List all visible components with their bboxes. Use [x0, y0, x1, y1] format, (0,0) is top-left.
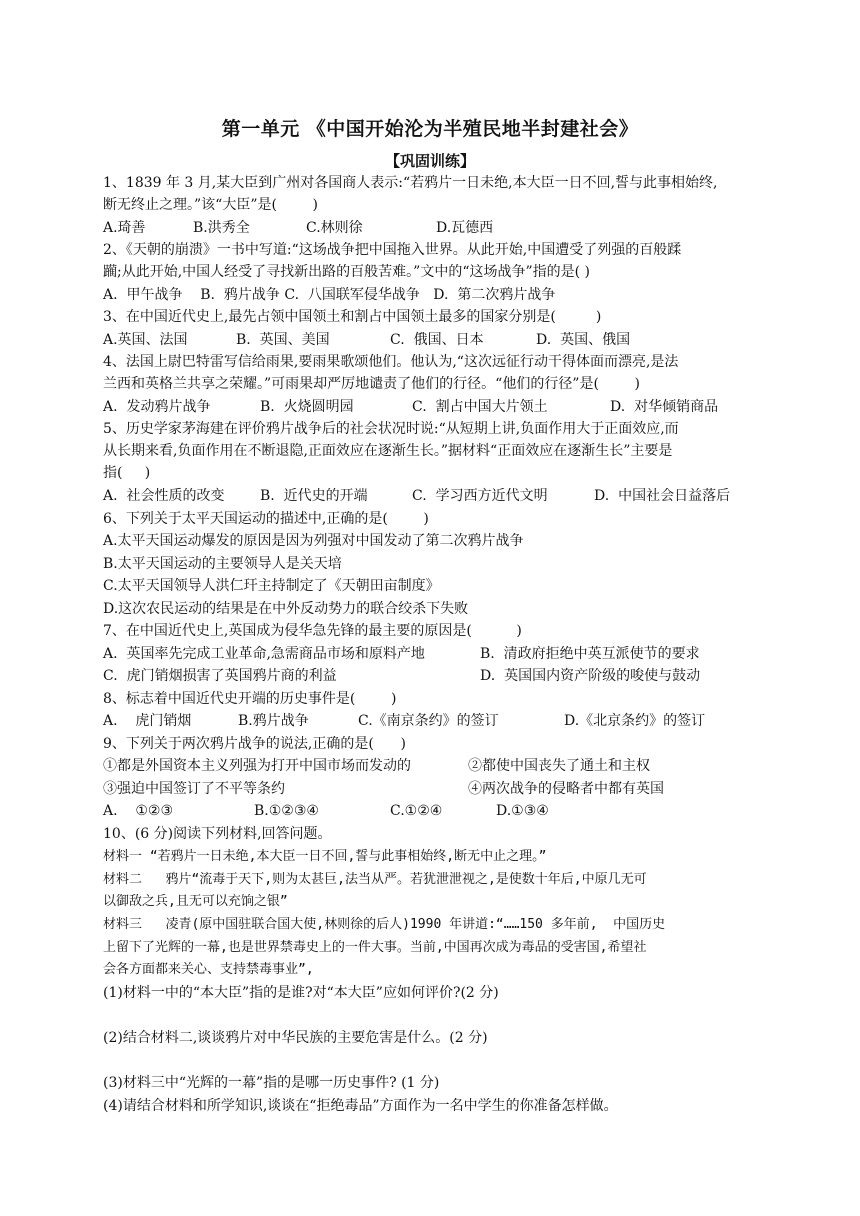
- material-3-cont: 上留下了光辉的一幕,也是世界禁毒史上的一件大事。当前,中国再次成为毒品的受害国,希望社: [103, 940, 647, 955]
- question-4-stem: 4、法国上尉巴特雷写信给雨果,要雨果歌颂他们。他认为,“这次远征行动干得体面而漂亮,是法: [103, 354, 679, 370]
- question-9-statement-2: ②都使中国丧失了通土和主权: [468, 758, 650, 774]
- question-3-option-d: D. 英国、俄国: [536, 332, 631, 348]
- question-5-option-d: D. 中国社会日益落后: [594, 488, 731, 504]
- question-5-stem: 5、历史学家茅海建在评价鸦片战争后的社会状况时说:“从短期上讲,负面作用大于正面效应,而: [103, 421, 679, 437]
- question-3-option-a: A.英国、法国: [103, 332, 188, 348]
- question-4-option-d: D. 对华倾销商品: [610, 399, 719, 415]
- question-4-stem-cont: 兰西和英格兰共享之荣耀。”可雨果却严厉地谴责了他们的行径。“他们的行径”是( ): [103, 376, 640, 392]
- material-2-cont: 以御敌之兵,且无可以充饷之银”: [103, 894, 288, 909]
- question-4-option-b: B. 火烧圆明园: [260, 399, 354, 415]
- question-1-stem: 1、1839 年 3 月,某大臣到广州对各国商人表示:“若鸦片一日未绝,本大臣一日不回,誓与此事相始终,: [103, 175, 718, 191]
- question-8-option-c: C.《南京条约》的签订: [358, 713, 499, 729]
- question-2-stem: 2、《天朝的崩溃》一书中写道:“这场战争把中国拖入世界。从此开始,中国遭受了列强的百般蹂: [103, 242, 682, 258]
- question-4-option-a: A. 发动鸦片战争: [103, 399, 211, 415]
- question-8-stem: 8、标志着中国近代史开端的历史事件是( ): [103, 691, 397, 707]
- question-4-option-c: C. 割占中国大片领土: [412, 399, 548, 415]
- question-5-stem-cont-2: 指( ): [103, 465, 151, 481]
- question-10-sub-4: (4)请结合材料和所学知识,谈谈在“拒绝毒品”方面作为一名中学生的你准备怎样做。: [103, 1098, 618, 1114]
- question-10-sub-2: (2)结合材料二,谈谈鸦片对中华民族的主要危害是什么。(2 分): [103, 1030, 488, 1046]
- question-9-statement-3: ③强迫中国签订了不平等条约: [103, 781, 285, 797]
- question-1-option-c: C.林则徐: [306, 220, 363, 236]
- question-5-option-b: B. 近代史的开端: [260, 488, 368, 504]
- question-1-option-b: B.洪秀全: [193, 220, 250, 236]
- question-6-option-a: A.太平天国运动爆发的原因是因为列强对中国发动了第二次鸦片战争: [103, 533, 524, 549]
- question-10-stem: 10、(6 分)阅读下列材料,回答问题。: [103, 826, 332, 842]
- section-heading: 【巩固训练】: [384, 152, 475, 170]
- question-8-option-d: D.《北京条约》的签订: [564, 713, 706, 729]
- question-9-stem: 9、下列关于两次鸦片战争的说法,正确的是( ): [103, 736, 406, 752]
- question-1-option-a: A.琦善: [103, 220, 146, 236]
- question-7-option-d: D. 英国国内资产阶级的唆使与鼓动: [480, 668, 701, 684]
- question-6-option-b: B.太平天国运动的主要领导人是关天培: [103, 556, 342, 572]
- page-title: 第一单元 《中国开始沦为半殖民地半封建社会》: [221, 118, 639, 140]
- question-6-option-d: D.这次农民运动的结果是在中外反动势力的联合绞杀下失败: [103, 601, 469, 617]
- question-2-options: A. 甲午战争 B. 鸦片战争 C. 八国联军侵华战争 D. 第二次鸦片战争: [103, 287, 556, 303]
- question-3-option-c: C. 俄国、日本: [390, 332, 484, 348]
- question-8-option-a: A. 虎门销烟: [103, 713, 192, 729]
- material-3: 材料三 凌青(原中国驻联合国大使,林则徐的后人)1990 年讲道:“……150 多年前, 中国历史: [103, 917, 666, 932]
- question-3-stem: 3、在中国近代史上,最先占领中国领土和割占中国领土最多的国家分别是( ): [103, 309, 602, 325]
- material-3-cont-2: 会各方面都来关心、支持禁毒事业”,: [103, 962, 314, 977]
- question-7-option-c: C. 虎门销烟损害了英国鸦片商的利益: [103, 668, 337, 684]
- question-3-option-b: B. 英国、美国: [236, 332, 330, 348]
- question-5-stem-cont: 从长期来看,负面作用在不断退隐,正面效应在逐渐生长。”据材料“正面效应在逐渐生长”主要是: [103, 443, 673, 459]
- question-10-sub-3: (3)材料三中“光辉的一幕”指的是哪一历史事件? (1 分): [103, 1075, 440, 1091]
- material-2: 材料二 鸦片“流毒于天下,则为太甚巨,法当从严。若犹泄泄视之,是使数十年后,中原几无可: [103, 872, 647, 887]
- question-9-option-d: D.①③④: [496, 803, 549, 819]
- question-8-option-b: B.鸦片战争: [238, 713, 309, 729]
- question-9-option-c: C.①②④: [390, 803, 443, 819]
- question-7-stem: 7、在中国近代史上,英国成为侵华急先锋的最主要的原因是( ): [103, 623, 522, 639]
- question-1-option-d: D.瓦德西: [436, 220, 494, 236]
- material-1: 材料一 “若鸦片一日未绝,本大臣一日不回,誓与此事相始终,断无中止之理。”: [103, 849, 547, 864]
- question-5-option-a: A. 社会性质的改变: [103, 488, 225, 504]
- question-6-option-c: C.太平天国领导人洪仁玕主持制定了《天朝田亩制度》: [103, 578, 440, 594]
- question-10-sub-1: (1)材料一中的“本大臣”指的是谁?对“本大臣”应如何评价?(2 分): [103, 985, 499, 1001]
- question-9-statement-1: ①都是外国资本主义列强为打开中国市场而发动的: [103, 758, 411, 774]
- question-5-option-c: C. 学习西方近代文明: [412, 488, 548, 504]
- question-9-option-a: A. ①②③: [103, 803, 174, 819]
- question-2-stem-cont: 躏;从此开始,中国人经受了寻找新出路的百般苦难。”文中的“这场战争”指的是( ): [103, 264, 591, 280]
- question-9-option-b: B.①②③④: [254, 803, 319, 819]
- question-1-stem-cont: 断无终止之理。”该“大臣”是( ): [103, 197, 318, 213]
- question-7-option-b: B. 清政府拒绝中英互派使节的要求: [480, 646, 700, 662]
- question-6-stem: 6、下列关于太平天国运动的描述中,正确的是( ): [103, 511, 429, 527]
- question-9-statement-4: ④两次战争的侵略者中都有英国: [468, 781, 664, 797]
- question-7-option-a: A. 英国率先完成工业革命,急需商品市场和原料产地: [103, 646, 425, 662]
